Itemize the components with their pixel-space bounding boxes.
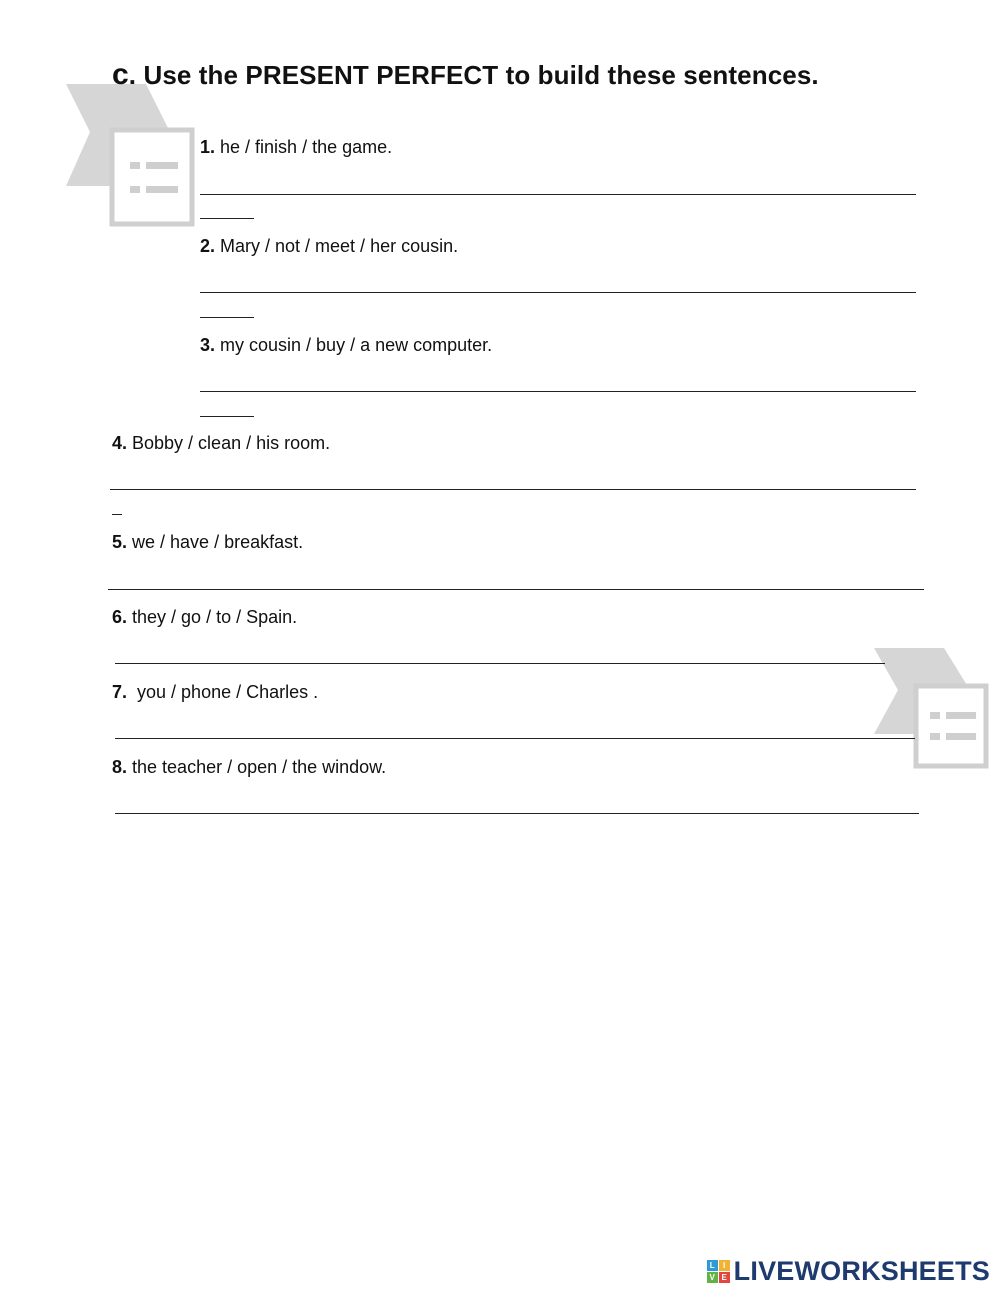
brand-logo-icon: L I V E <box>707 1260 730 1283</box>
answer-line-7[interactable] <box>115 738 915 739</box>
question-4 <box>112 433 330 454</box>
page-title <box>112 58 819 92</box>
answer-line-6[interactable] <box>115 663 885 664</box>
answer-line-1[interactable] <box>200 194 916 195</box>
question-number: 3. <box>200 335 216 355</box>
answer-line-5[interactable] <box>108 589 924 590</box>
question-text: Bobby / clean / his room. <box>127 433 331 453</box>
question-text: my cousin / buy / a new computer. <box>215 335 493 355</box>
question-number: 6. <box>112 607 128 627</box>
title-text: . Use the PRESENT PERFECT to build these sentences. <box>128 60 819 90</box>
question-7 <box>112 682 318 703</box>
answer-line-2[interactable] <box>200 292 916 293</box>
answer-line-3-cont <box>200 416 254 417</box>
question-text: the teacher / open / the window. <box>127 757 387 777</box>
question-number: 4. <box>112 433 128 453</box>
activity-icon <box>64 82 196 228</box>
answer-line-2-cont <box>200 317 254 318</box>
question-number: 5. <box>112 532 128 552</box>
answer-line-8[interactable] <box>115 813 919 814</box>
answer-line-4-cont <box>112 514 122 515</box>
section-letter: c <box>112 58 129 91</box>
brand-name: LIVEWORKSHEETS <box>733 1255 990 1286</box>
brand-footer <box>707 1256 990 1286</box>
answer-line-3[interactable] <box>200 391 916 392</box>
question-2 <box>200 236 458 257</box>
question-number: 7. <box>112 682 128 702</box>
question-text: he / finish / the game. <box>215 137 393 157</box>
question-number: 1. <box>200 137 216 157</box>
question-6 <box>112 607 297 628</box>
answer-line-1-cont <box>200 218 254 219</box>
activity-icon <box>872 646 990 770</box>
question-1 <box>200 137 392 158</box>
answer-line-4[interactable] <box>110 489 916 490</box>
question-number: 2. <box>200 236 216 256</box>
question-text: you / phone / Charles . <box>127 682 319 702</box>
question-text: they / go / to / Spain. <box>127 607 298 627</box>
question-text: Mary / not / meet / her cousin. <box>215 236 459 256</box>
question-text: we / have / breakfast. <box>127 532 304 552</box>
question-5 <box>112 532 303 553</box>
question-3 <box>200 335 492 356</box>
question-number: 8. <box>112 757 128 777</box>
question-8 <box>112 757 386 778</box>
